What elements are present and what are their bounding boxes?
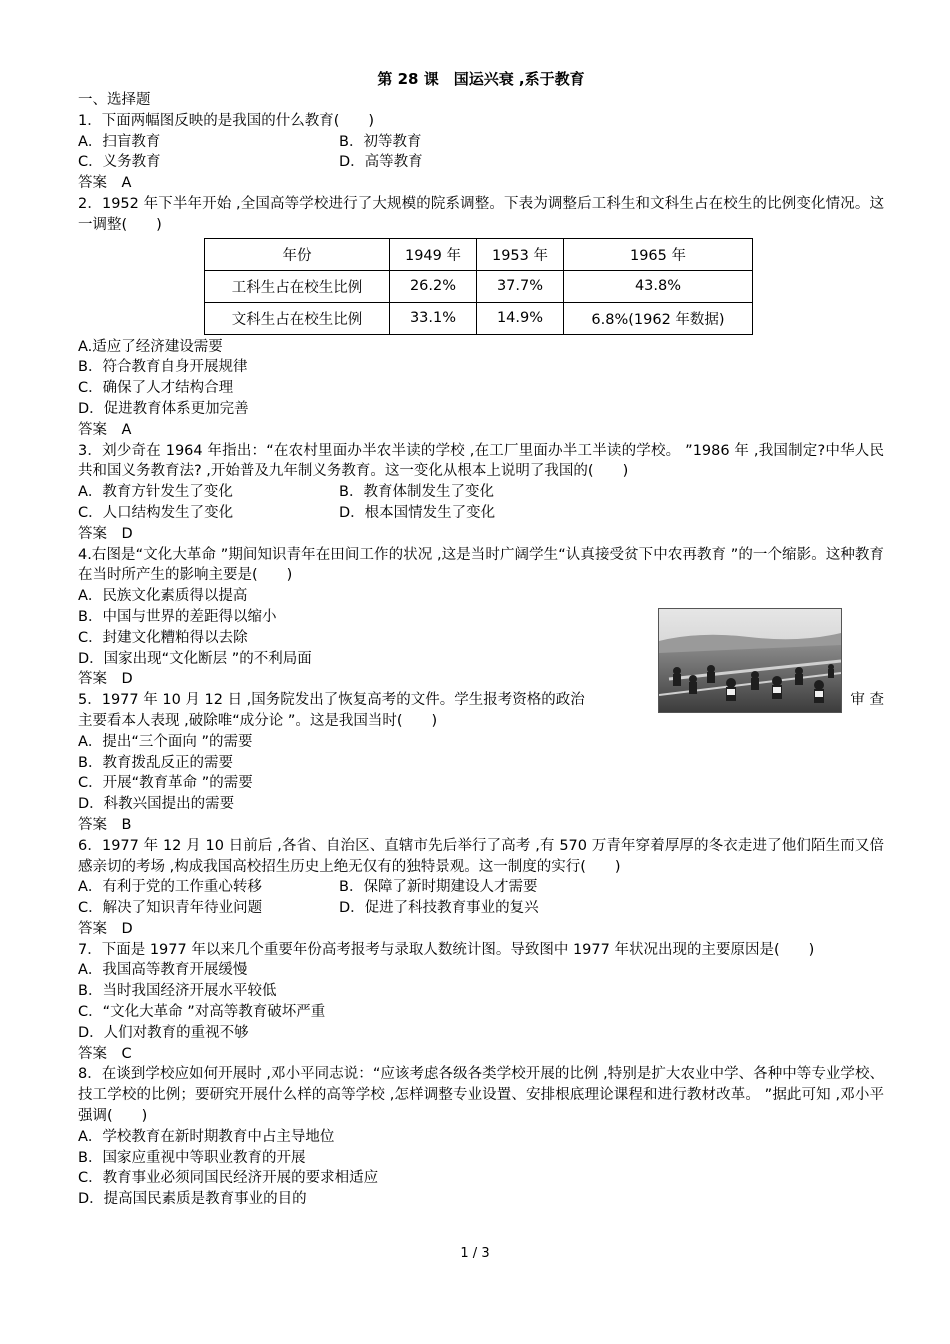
table-cell: 工科生占在校生比例 [205,270,390,302]
option-d: D．科教兴国提出的需要 [78,796,235,813]
option-a: A．教育方针发生了变化 [78,484,233,501]
table-cell: 14.9% [477,302,564,334]
question-4-stem: 4.右图是“文化大革命 ”期间知识青年在田间工作的状况 ,这是当时广阔学生“认真接受贫下中农再教育 ”的一个缩影。这种教育在当时所产生的影响主要是( ) [78,546,884,584]
question-4-answer: 答案 D [78,671,133,688]
question-7-stem: 7．下面是 1977 年以来几个重要年份高考报考与录取人数统计图。导致图中 1977 年状况出现的主要原因是( ) [78,941,815,958]
question-5-stem-tail: 审 查 [850,692,884,709]
question-5-stem-start: 5．1977 年 10 月 12 日 ,国务院发出了恢复高考的文件。学生报考资格的政治 [78,692,585,709]
option-d: D．国家出现“文化断层 ”的不利局面 [78,650,312,667]
question-1-options-row1 [78,132,884,153]
page-number: 1 / 3 [460,1246,490,1261]
table-cell: 26.2% [390,270,477,302]
option-b: B．初等教育 [339,133,422,150]
question-7-answer: 答案 C [78,1045,132,1062]
question-6-stem: 6．1977 年 12 月 10 日前后 ,各省、自治区、直辖市先后举行了高考 ,有 570 万青年穿着厚厚的冬衣走进了他们陌生而又倍感亲切的考场 ,构成我国高校招生历史上绝无仅有的独特景观。这一制度的实行( ) [78,837,884,875]
question-5-stem-line2: 主要看本人表现 ,破除唯“成分论 ”。这是我国当时( ) [78,712,438,729]
question-3-options-row2 [78,503,884,524]
table-header-row [205,238,753,270]
question-3-stem: 3．刘少奇在 1964 年指出：“在农村里面办半农半读的学校 ,在工厂里面办半工半读的学校。 ”1986 年 ,我国制定?中华人民共和国义务教育法? ,开始普及九年制义务教育。这一变化从根本上说明了我国的( ) [78,442,884,480]
option-c: C．义务教育 [78,154,161,171]
question-3-options-row1 [78,482,884,503]
option-c: C．“文化大革命 ”对高等教育破坏严重 [78,1004,326,1021]
option-c: C．人口结构发生了变化 [78,504,234,521]
question-6-answer: 答案 D [78,920,133,937]
table-header-cell: 1949 年 [390,238,477,270]
question-3-answer: 答案 D [78,525,133,542]
option-d: D．根本国情发生了变化 [339,504,496,521]
question-1-answer: 答案 A [78,175,132,192]
table-row [205,302,753,334]
option-c: C．解决了知识青年待业问题 [78,900,263,917]
question-5-answer: 答案 B [78,816,132,833]
table-cell: 37.7% [477,270,564,302]
option-a: A．民族文化素质得以提高 [78,588,248,605]
table-cell: 6.8%(1962 年数据) [564,302,753,334]
option-a: A．我国高等教育开展缓慢 [78,962,248,979]
option-c: C．封建文化糟粕得以去除 [78,629,248,646]
question-6-options-row2 [78,898,884,919]
option-a: A．有利于党的工作重心转移 [78,879,262,896]
field-work-photo [658,608,842,713]
question-6-options-row1 [78,877,884,898]
option-a: A．扫盲教育 [78,133,161,150]
option-b: B．国家应重视中等职业教育的开展 [78,1149,306,1166]
option-c: C．开展“教育革命 ”的需要 [78,775,253,792]
page-title: 第 28 课 国运兴衰 ,系于教育 [377,70,585,88]
table-cell: 33.1% [390,302,477,334]
question-1-stem: 1．下面两幅图反映的是我国的什么教育( ) [78,112,375,129]
question-2-stem: 2．1952 年下半年开始 ,全国高等学校进行了大规模的院系调整。下表为调整后工科生和文科生占在校生的比例变化情况。这一调整( ) [78,195,884,233]
option-d: D．促进了科技教育事业的复兴 [339,900,539,917]
option-b: B．当时我国经济开展水平较低 [78,983,277,1000]
option-b: B．符合教育自身开展规律 [78,359,248,376]
option-a: A．学校教育在新时期教育中占主导地位 [78,1128,335,1145]
option-b: B．中国与世界的差距得以缩小 [78,608,277,625]
section-heading: 一、选择题 [78,92,151,108]
option-c: C．确保了人才结构合理 [78,380,234,397]
table-cell: 43.8% [564,270,753,302]
option-d: D．高等教育 [339,154,423,171]
table-header-cell: 1953 年 [477,238,564,270]
option-b: B．教育拨乱反正的需要 [78,754,233,771]
option-d: D．人们对教育的重视不够 [78,1024,249,1041]
option-b: B．保障了新时期建设人才需要 [339,879,538,896]
question-1-options-row2 [78,152,884,173]
option-d: D．提高国民素质是教育事业的目的 [78,1191,307,1208]
question-8-stem: 8．在谈到学校应如何开展时 ,邓小平同志说：“应该考虑各级各类学校开展的比例 ,特别是扩大农业中学、各种中等专业学校、技工学校的比例；要研究开展什么样的高等学校 ,怎样调整专业设置、安排根底理论课程和进行教材改革。 ”据此可知 ,邓小平强调( ) [78,1066,884,1125]
enrollment-ratio-table [204,238,753,335]
option-a: A．提出“三个面向 ”的需要 [78,733,253,750]
option-c: C．教育事业必须同国民经济开展的要求相适应 [78,1170,379,1187]
table-header-cell: 1965 年 [564,238,753,270]
option-a: A.适应了经济建设需要 [78,338,223,355]
table-row [205,270,753,302]
table-header-cell: 年份 [205,238,390,270]
question-2-answer: 答案 A [78,421,132,438]
option-d: D．促进教育体系更加完善 [78,400,249,417]
table-cell: 文科生占在校生比例 [205,302,390,334]
option-b: B．教育体制发生了变化 [339,484,494,501]
